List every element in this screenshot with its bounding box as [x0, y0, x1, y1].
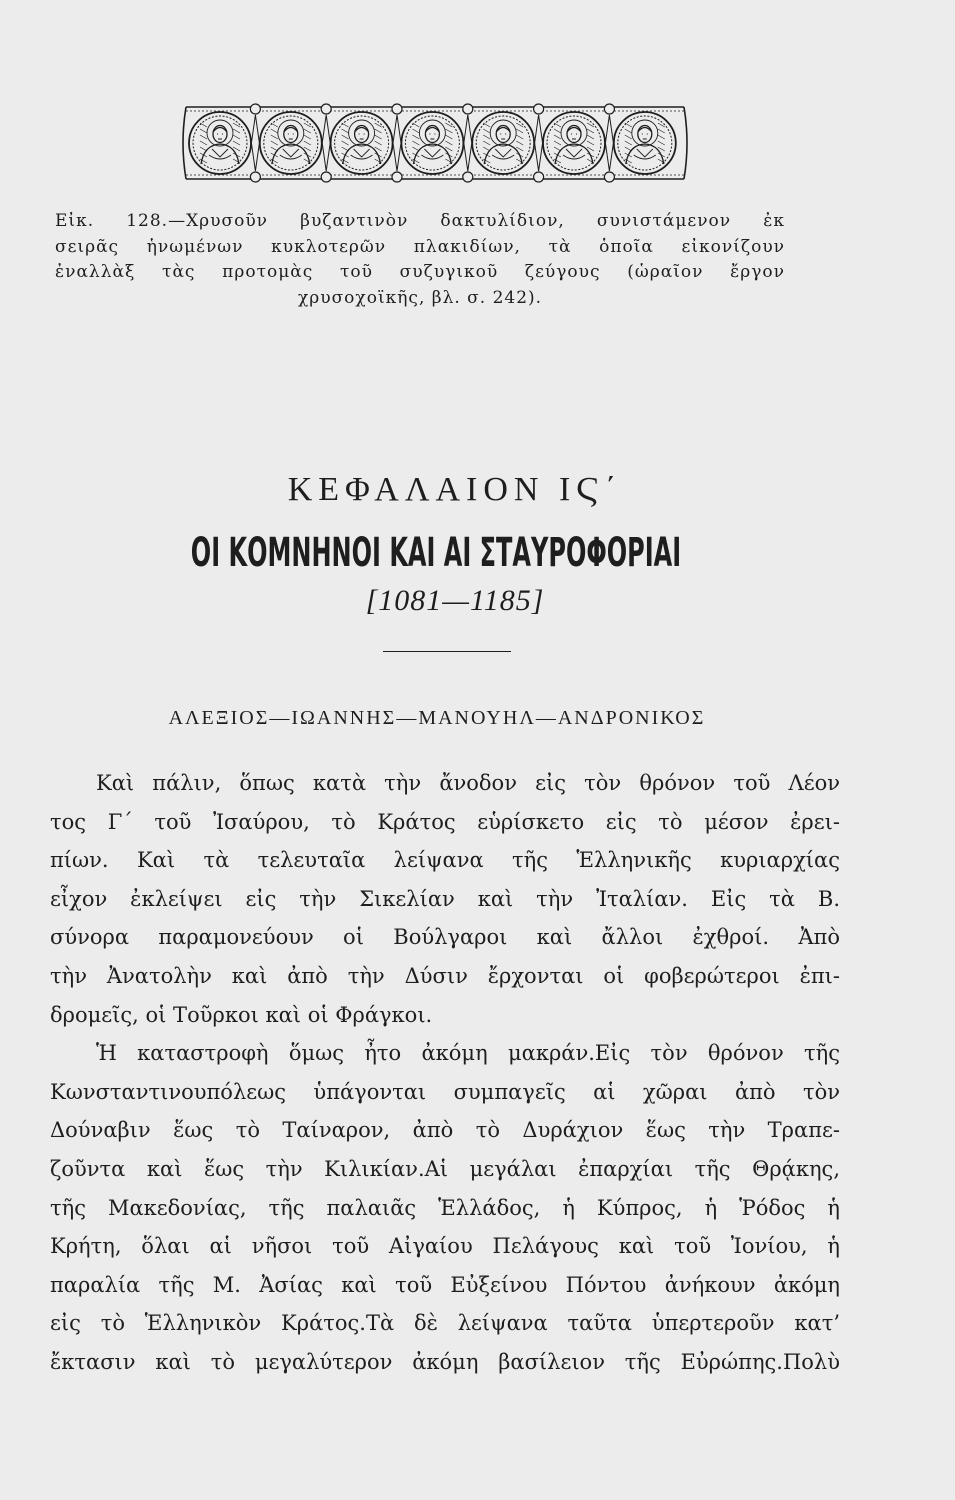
ring-medallion — [260, 112, 322, 174]
caption-line: σειρᾶς ἡνωμένων κυκλοτερῶν πλακιδίων, τὰ ὁποῖα εἰκονίζουν — [55, 236, 785, 257]
text-line: τῆς Μακεδονίας, τῆς παλαιᾶς Ἑλλάδος, ἡ Κύπρος, ἡ Ῥόδος ἡ — [50, 1195, 840, 1220]
text-line: Καὶ πάλιν, ὅπως κατὰ τὴν ἄνοδον εἰς τὸν θρόνον τοῦ Λέον — [96, 771, 840, 795]
figure-caption — [55, 209, 785, 311]
text-line: τὴν Ἀνατολὴν καὶ ἀπὸ τὴν Δύσιν ἔρχονται οἱ φοβερώτεροι ἐπι- — [50, 963, 840, 988]
connector-bead — [250, 104, 260, 114]
connector-bead — [604, 172, 614, 182]
connector-bead — [604, 104, 614, 114]
caption-line: ἐναλλὰξ τὰς προτομὰς τοῦ συζυγικοῦ ζεύγους (ὡραῖον ἔργον — [55, 262, 785, 282]
connector-link — [393, 115, 401, 171]
connector-bead — [250, 172, 260, 182]
caption-line: Εἰκ. 128.—Χρυσοῦν βυζαντινὸν δακτυλίδιον, συνιστάμενον ἐκ — [55, 211, 785, 231]
connector-bead — [392, 172, 402, 182]
chapter-period: [1081—1185] — [365, 584, 545, 617]
connector-bead — [463, 172, 473, 182]
text-line: σύνορα παραμονεύουν οἱ Βούλγαροι καὶ ἄλλοι ἐχθροί. Ἀπὸ — [50, 925, 840, 950]
text-line: δρομεῖς, οἱ Τοῦρκοι καὶ οἱ Φράγκοι. — [50, 1002, 433, 1027]
connector-bead — [392, 104, 402, 114]
chapter-number: ΚΕΦΑΛΑΙΟΝ ΙϚ΄ — [287, 471, 623, 508]
ring-medallion — [189, 112, 251, 174]
text-line: Κωνσταντινουπόλεως ὑπάγονται συμπαγεῖς αἱ χῶραι ἀπὸ τὸν — [50, 1079, 840, 1104]
ring-medallion — [472, 112, 534, 174]
text-line: Δούναβιν ἕως τὸ Ταίναρον, ἀπὸ τὸ Δυράχιον ἕως τὴν Τραπε- — [50, 1118, 840, 1143]
text-line: εἰς τὸ Ἑλληνικὸν Κράτος.Τὰ δὲ λείψανα ταῦτα ὑπερτεροῦν κατ’ — [50, 1311, 840, 1336]
connector-link — [605, 115, 613, 171]
chapter-title: ΟΙ ΚΟΜΝΗΝΟΙ ΚΑΙ ΑΙ ΣΤΑΥΡΟΦΟΡΙΑΙ — [190, 530, 682, 576]
text-line: εἶχον ἐκλείψει εἰς τὴν Σικελίαν καὶ τὴν Ἰταλίαν. Εἰς τὰ Β. — [50, 886, 840, 911]
ring-medallion — [401, 112, 463, 174]
connector-bead — [321, 104, 331, 114]
text-line: ζοῦντα καὶ ἕως τὴν Κιλικίαν.Αἱ μεγάλαι ἐπαρχίαι τῆς Θρᾴκης, — [50, 1156, 840, 1181]
connector-link — [251, 115, 259, 171]
body-text — [50, 764, 840, 1382]
text-line: Κρήτη, ὅλαι αἱ νῆσοι τοῦ Αἰγαίου Πελάγους καὶ τοῦ Ἰονίου, ἡ — [50, 1234, 840, 1259]
ring-illustration — [180, 95, 690, 190]
connector-link — [535, 115, 543, 171]
text-line: ἔκτασιν καὶ τὸ μεγαλύτερον ἀκόμη βασίλειον τῆς Εὐρώπης.Πολὺ — [50, 1349, 840, 1374]
connector-link — [464, 115, 472, 171]
ring-medallion — [543, 112, 605, 174]
connector-link — [322, 115, 330, 171]
ring-medallion — [614, 112, 676, 174]
chapter-subheading: ΑΛΕΞΙΟΣ—ΙΩΑΝΝΗΣ—ΜΑΝΟΥΗΛ—ΑΝΔΡΟΝΙΚΟΣ — [168, 707, 706, 729]
connector-bead — [534, 104, 544, 114]
connector-bead — [463, 104, 473, 114]
ring-medallion — [331, 112, 393, 174]
text-line: Ἡ καταστροφὴ ὅμως ἦτο ἀκόμη μακράν.Εἰς τὸν θρόνον τῆς — [96, 1041, 840, 1066]
text-line: παραλία τῆς Μ. Ἀσίας καὶ τοῦ Εὐξείνου Πόντου ἀνήκουν ἀκόμη — [50, 1272, 840, 1297]
connector-bead — [321, 172, 331, 182]
text-line: πίων. Καὶ τὰ τελευταῖα λείψανα τῆς Ἑλληνικῆς κυριαρχίας — [50, 848, 840, 873]
text-line: τος Γ΄ τοῦ Ἰσαύρου, τὸ Κράτος εὑρίσκετο εἰς τὸ μέσον ἐρει- — [50, 809, 840, 834]
divider-rule — [383, 651, 511, 652]
caption-line: χρυσοχοϊκῆς, βλ. σ. 242). — [297, 287, 543, 308]
connector-bead — [534, 172, 544, 182]
